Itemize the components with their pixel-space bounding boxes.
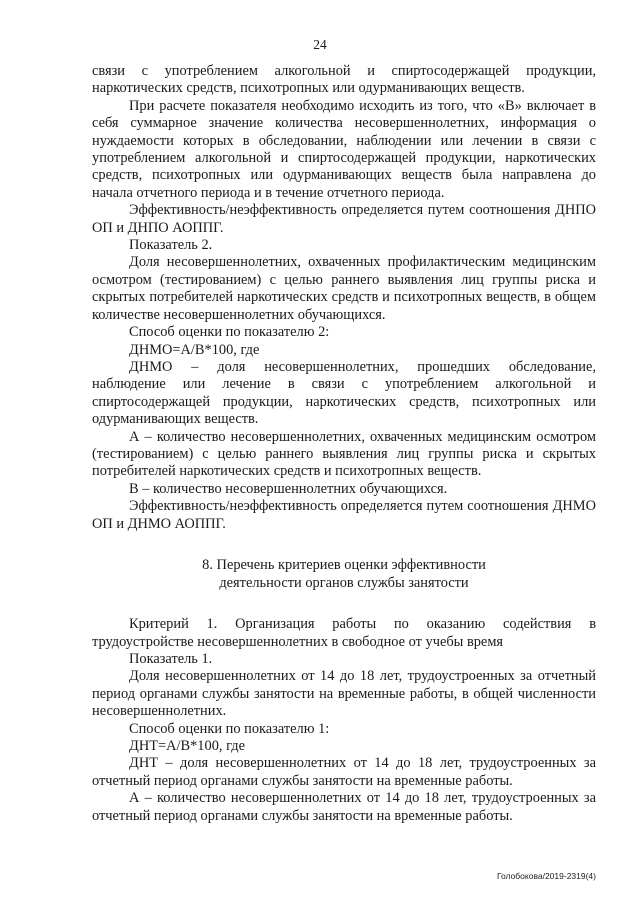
paragraph: Показатель 2. bbox=[129, 237, 213, 254]
paragraphs-bottom bbox=[92, 616, 596, 825]
paragraph: Доля несовершеннолетних от 14 до 18 лет, трудоустроенных за отчетный период органами службы занятости на временные работы, в общей численности несовершеннолетних. bbox=[92, 668, 596, 720]
paragraph: А – количество несовершеннолетних от 14 до 18 лет, трудоустроенных за отчетный период органами службы занятости на временные работы. bbox=[92, 790, 596, 824]
paragraph: Доля несовершеннолетних, охваченных профилактическим медицинским осмотром (тестированием) с целью раннего выявления лиц группы риска и скрытых потребителей наркотических средств и психотропных веществ, в общем количестве несовершеннолетних обучающихся. bbox=[92, 254, 596, 323]
paragraph: связи с употреблением алкогольной и спиртосодержащей продукции, наркотических средств, психотропных или одурманивающих веществ. bbox=[92, 63, 596, 97]
paragraph: Показатель 1. bbox=[129, 650, 213, 667]
paragraph: Эффективность/неэффективность определяется путем соотношения ДНПО ОП и ДНПО АОППГ. bbox=[92, 202, 596, 236]
paragraph: В – количество несовершеннолетних обучающихся. bbox=[129, 480, 448, 497]
paragraph: Способ оценки по показателю 2: bbox=[129, 324, 330, 341]
section-heading-line-1: 8. Перечень критериев оценки эффективности bbox=[202, 556, 486, 573]
paragraph: При расчете показателя необходимо исходить из того, что «В» включает в себя суммарное значение количества несовершеннолетних, информация о нуждаемости которых в обследовании, наблюдении или лечении в связи с употреблением алкогольной и спиртосодержащей продукции, наркотических средств, психотропных или одурманивающих веществ была направлена до начала отчетного периода и в течение отчетного периода. bbox=[92, 97, 596, 201]
paragraph: ДНМО – доля несовершеннолетних, прошедших обследование, наблюдение или лечение в связи с употреблением алкогольной и спиртосодержащей продукции, наркотических средств, психотропных или одурманивающих веществ. bbox=[92, 358, 596, 428]
paragraph: Способ оценки по показателю 1: bbox=[129, 720, 330, 737]
section-heading bbox=[92, 557, 596, 592]
paragraph: ДНТ=А/В*100, где bbox=[129, 738, 245, 754]
paragraph: ДНМО=А/В*100, где bbox=[129, 341, 260, 358]
paragraph: Эффективность/неэффективность определяется путем соотношения ДНМО ОП и ДНМО АОППГ. bbox=[92, 498, 596, 532]
footer-registration-tag: Голобокова/2019-2319(4) bbox=[496, 871, 596, 881]
document-body bbox=[92, 63, 596, 825]
section-heading-line-2: деятельности органов службы занятости bbox=[219, 574, 469, 591]
paragraph: А – количество несовершеннолетних, охваченных медицинским осмотром (тестированием) с целью раннего выявления лиц группы риска и скрытых потребителей наркотических средств и психотропных веществ. bbox=[92, 428, 596, 480]
paragraph: Критерий 1. Организация работы по оказанию содействия в трудоустройстве несовершеннолетних в свободное от учебы время bbox=[92, 616, 596, 650]
page-number: 24 bbox=[313, 37, 327, 52]
paragraphs-top bbox=[92, 63, 596, 533]
paragraph: ДНТ – доля несовершеннолетних от 14 до 18 лет, трудоустроенных за отчетный период органами службы занятости на временные работы. bbox=[92, 755, 596, 789]
